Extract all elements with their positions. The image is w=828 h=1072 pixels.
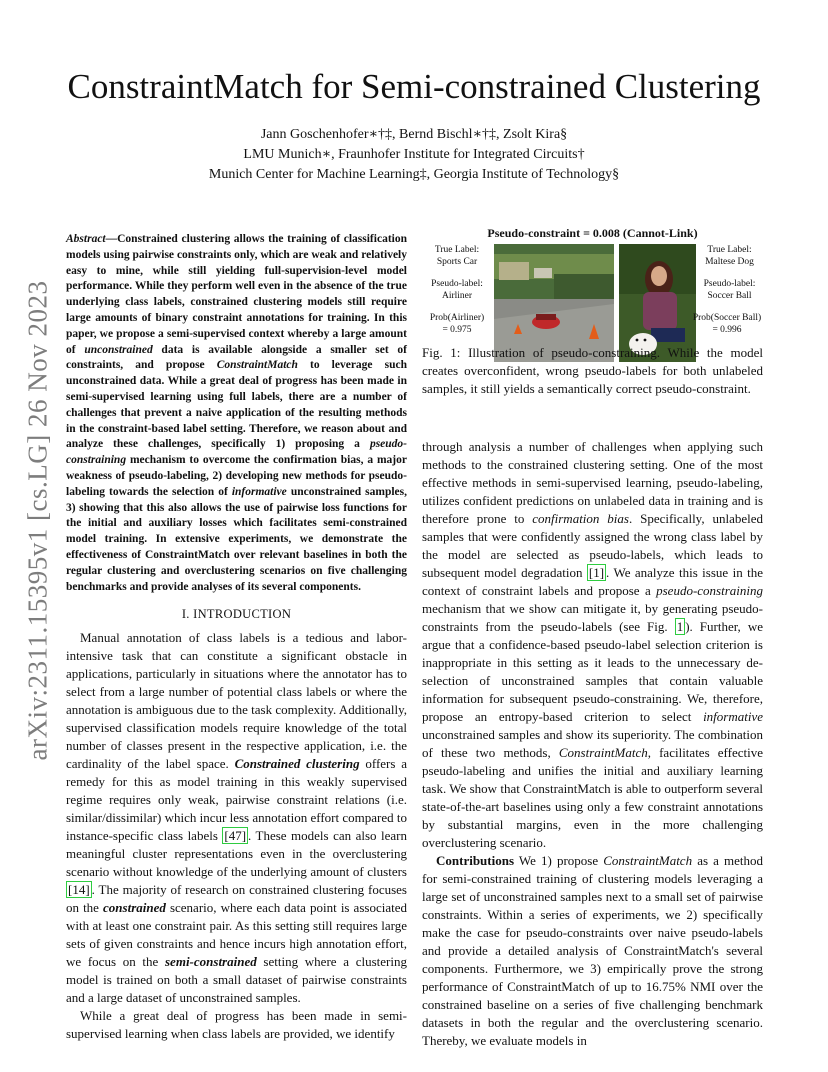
body-text: unconstrained samples and show its superiority. The combination of these two methods, [422,727,763,760]
body-text: Manual annotation of class labels is a tedious and labor-intensive task that can constitute a significant obstacle in applications, particularly in situations where the annotator has to select from a large number of potential class labels or where the annotation is ambiguous due to the task complexity. Additionally, supervised classification models require knowledge of the total number of classes present in the respective application, i.e. the cardinality of the label space. [66,630,407,772]
abstract [66,232,407,1043]
paper-title: ConstraintMatch for Semi-constrained Clustering [67,67,761,106]
body-em: ConstraintMatch [603,853,693,868]
abstract-text: —Constrained clustering allows the training of classification models using pairwise constraints only, which are weak and relatively easy to mine, while still yielding full-supervision-level model performance. While they perform well even in the absence of the true underlying class labels, constrained clustering models still require large amounts of binary constraint annotations for training. In this paper, we propose a semi-supervised context whereby a large amount of [66,233,407,356]
intro-section [66,605,407,1043]
left-prob-text: Prob(Airliner) = 0.975 [429,313,485,335]
abstract-text: data is available alongside a smaller set of constraints, and propose [66,343,407,372]
body-em: pseudo-constraining [656,583,763,598]
right-paragraph-1 [422,438,763,852]
abstract-label: Abstract [66,233,106,245]
right-column-body [422,438,763,1050]
body-text: through analysis a number of challenges when applying such methods to the constrained clustering setting. One of the most effective methods in semi-supervised learning, pseudo-labeling, utilizes confident predictions on unlabeled data in training and is therefore prone to [422,439,763,526]
body-text: as a method for semi-constrained training of clustering models leveraging a large set of unconstrained samples next to a small set of pairwise constraints. Within a series of experiments, we 2) specifically make the case for pseudo-constraints over naive pseudo-labels and provide a detailed analysis of ConstraintMatch's several components. Furthermore, we 3) empirically prove the strong performance of ConstraintMatch of up to 16.75% NMI over the constrained baseline on a series of five challenging benchmark datasets in both the regular and the overclustering scenario. Thereby, we evaluate models in [422,853,763,1048]
body-text: scenario, where each data point is associated with at least one constraint pair. As this setting still requires large sets of given constraints and hence incurs high annotation effort, we focus on the [66,900,407,970]
intro-paragraph-1 [66,629,407,1007]
body-text: . Specifically, unlabeled samples that were confidently assigned the wrong class label by the model are selected as pseudo-labels, which leads to subsequent model degradation [422,511,763,580]
figure-link-1[interactable]: 1 [676,619,684,634]
left-true-label [422,244,492,268]
abstract-text: unconstrained samples, 3) showing that this also allows the use of pairwise loss functions for the initial and auxiliary losses which facilitates semi-constrained model training. In extensive experiments, we demonstrate the effectiveness of ConstraintMatch over relevant baselines in both the regular clustering and overclustering scenarios on five challenging benchmarks and provide analyses of its several components. [66,485,407,593]
figure-title: Pseudo-constraint = 0.008 (Cannot-Link) [487,226,698,240]
affiliations-2: Munich Center for Machine Learning‡, Georgia Institute of Technology§ [208,167,620,182]
abstract-text: to leverage such unconstrained data. While a great deal of progress has been made in semi-supervised learning using full labels, there are a number of challenges that prevent a naive application of the resulting methods in the constraint-based label setting. Therefore, we reason about and analyze these challenges, specifically 1) proposing a [66,359,407,451]
right-true-text: True Label: Maltese Dog [705,245,754,267]
body-text: . These models can also learn meaningful cluster representations even in the overclustering scenario without knowledge of the underlying amount of clusters [66,828,407,880]
citation-link-47[interactable]: [47] [224,828,247,844]
intro-paragraph-2: While a great deal of progress has been made in semi-supervised learning when class labels are provided, we identify [66,1008,407,1042]
contributions-label: Contributions [436,853,515,868]
right-prob-label [688,312,766,336]
abstract-text: mechanism to overcome the confirmation bias, a major weakness of pseudo-labeling, 2) developing new methods for pseudo-labeling towards the selection of [66,454,407,498]
left-pseudo-text: Pseudo-label: Airliner [431,279,483,301]
body-em: Constrained clustering [234,756,360,772]
body-em: constrained [103,900,166,916]
affiliations-1: LMU Munich∗, Fraunhofer Institute for Integrated Circuits† [243,147,585,162]
body-em: informative [703,709,763,724]
figure-1 [422,226,763,344]
citation-link-1[interactable]: [1] [588,565,605,580]
left-true-text: True Label: Sports Car [434,245,480,267]
right-true-label [696,244,763,268]
figure-1-caption: Fig. 1: Illustration of pseudo-constraining. While the model creates overconfident, wrong pseudo-labels for both unlabeled samples, it still yields a semantically correct pseudo-constraint. [422,345,763,396]
arxiv-side-identifier [18,282,58,758]
section-heading-introduction: I. INTRODUCTION [181,607,292,622]
author-block [0,125,828,185]
body-text: offers a remedy for this as model training in this weakly supervised regime requires only weak, pairwise constraint relations (i.e. similar/dissimilar) which incur less annotation effort compared to instance-specific class labels [66,756,407,844]
citation-link-14[interactable]: [14] [68,882,90,898]
body-text: . The majority of research on constrained clustering focuses on the [66,882,407,916]
left-pseudo-label [422,278,492,302]
body-text: setting where a clustering model is trained on both a small dataset of pairwise constraints and a large dataset of unconstrained samples. [66,954,407,1006]
right-prob-text: Prob(Soccer Ball) = 0.996 [692,313,762,335]
right-pseudo-label [696,278,763,302]
contributions-paragraph [422,852,763,1050]
abstract-em: unconstrained [84,343,153,356]
body-em: semi-constrained [165,954,257,970]
body-text: We 1) propose [514,853,604,868]
right-pseudo-text: Pseudo-label: Soccer Ball [703,279,756,301]
abstract-em: informative [231,485,287,498]
abstract-em: ConstraintMatch [216,359,298,372]
arxiv-id-text: arXiv:2311.15395v1 [cs.LG] 26 Nov 2023 [22,280,53,760]
body-text: ). Further, we argue that a confidence-based pseudo-label selection criterion is inappropriate in this setting as it leads to the unnecessary de-selection of unconstrained samples that contain valuable information for subsequent pseudo-constraining. We, therefore, propose an entropy-based criterion to select [422,619,763,724]
abstract-em: pseudo-constraining [66,438,407,467]
body-em: ConstraintMatch [558,745,648,760]
body-text: , facilitates effective pseudo-labeling and unifies the initial and auxiliary learning task. We show that ConstraintMatch is able to outperform several state-of-the-art baselines using only a few constraint annotations by substantial margins, even in the more challenging overclustering scenario. [422,745,763,850]
body-em: confirmation bias [532,511,629,526]
body-text: . We analyze this issue in the context of constraint labels and propose a [422,565,763,598]
author-names: Jann Goschenhofer∗†‡, Bernd Bischl∗†‡, Zsolt Kira§ [260,127,568,142]
left-prob-label [422,312,492,336]
body-text: mechanism that we show can mitigate it, by generating pseudo-constraints from the pseudo-labels (see Fig. [422,601,763,634]
